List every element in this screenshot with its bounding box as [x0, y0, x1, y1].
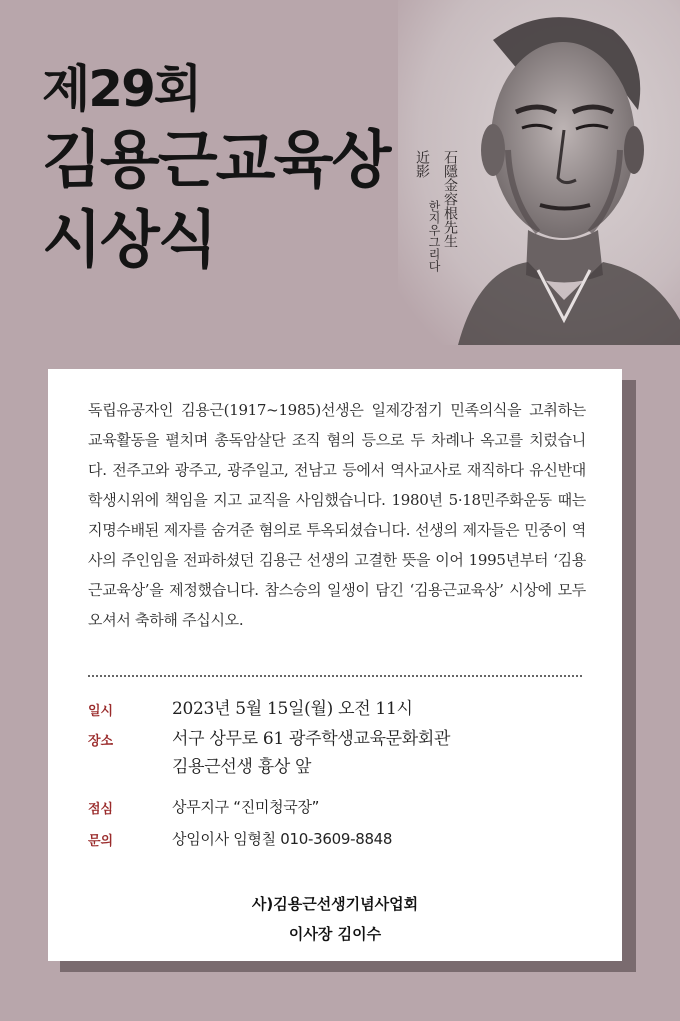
place-row	[88, 725, 588, 781]
portrait-sketch	[398, 0, 680, 345]
organizer-chair: 이사장 김이수	[288, 925, 382, 943]
intro-paragraph: 독립유공자인 김용근(1917~1985)선생은 일제강점기 민족의식을 고취하는 교육활동을 펼치며 총독암살단 조직 혐의 등으로 두 차례나 옥고를 치렀습니다. 전주고와 광주고, 광주일고, 전남고 등에서 역사교사로 재직하다 유신반대 학생시위에 책임을 지고 교직을 사임했습니다. 1980년 5·18민주화운동 때는 지명수배된 제자를 숨겨준 혐의로 투옥되셨습니다. 선생의 제자들은 민중이 역사의 주인임을 전파하셨던 김용근 선생의 고결한 뜻을 이어 1995년부터 ‘김용근교육상’을 제정했습니다. 참스승의 일생이 담긴 ‘김용근교육상’ 시상에 모두 오셔서 축하해 주십시오.	[88, 401, 586, 629]
organizer-name: 사)김용근선생기념사업회	[251, 895, 419, 913]
poster-title	[42, 58, 389, 280]
calligraphy-artist: 한지우그리다	[427, 200, 441, 272]
calligraphy-name: 石隱金容根先生	[442, 150, 458, 248]
charcoal-portrait-sketch-icon	[398, 0, 680, 345]
title-award-name: 김용근교육상	[42, 123, 390, 196]
contact-row	[88, 825, 588, 853]
event-details	[88, 695, 588, 853]
calligraphy-recent-photo: 近影	[414, 150, 430, 178]
organizer-footer	[48, 889, 622, 949]
contact-label: 문의	[88, 834, 114, 849]
contact-value: 상임이사 임형칠 010-3609-8848	[172, 830, 393, 848]
lunch-label: 점심	[88, 802, 114, 817]
title-ceremony: 시상식	[42, 203, 216, 276]
lunch-value: 상무지구 “진미청국장”	[172, 798, 320, 816]
place-detail: 김용근선생 흉상 앞	[172, 757, 312, 777]
place-label: 장소	[88, 734, 114, 749]
lunch-row	[88, 793, 588, 821]
dotted-divider	[88, 675, 582, 677]
title-edition: 제29회	[42, 60, 201, 118]
place-address: 서구 상무로 61 광주학생교육문화회관	[172, 729, 451, 749]
place-value	[172, 725, 450, 781]
date-row	[88, 695, 588, 723]
date-value: 2023년 5월 15일(월) 오전 11시	[172, 699, 413, 719]
info-card	[48, 369, 622, 961]
date-label: 일시	[88, 704, 114, 719]
